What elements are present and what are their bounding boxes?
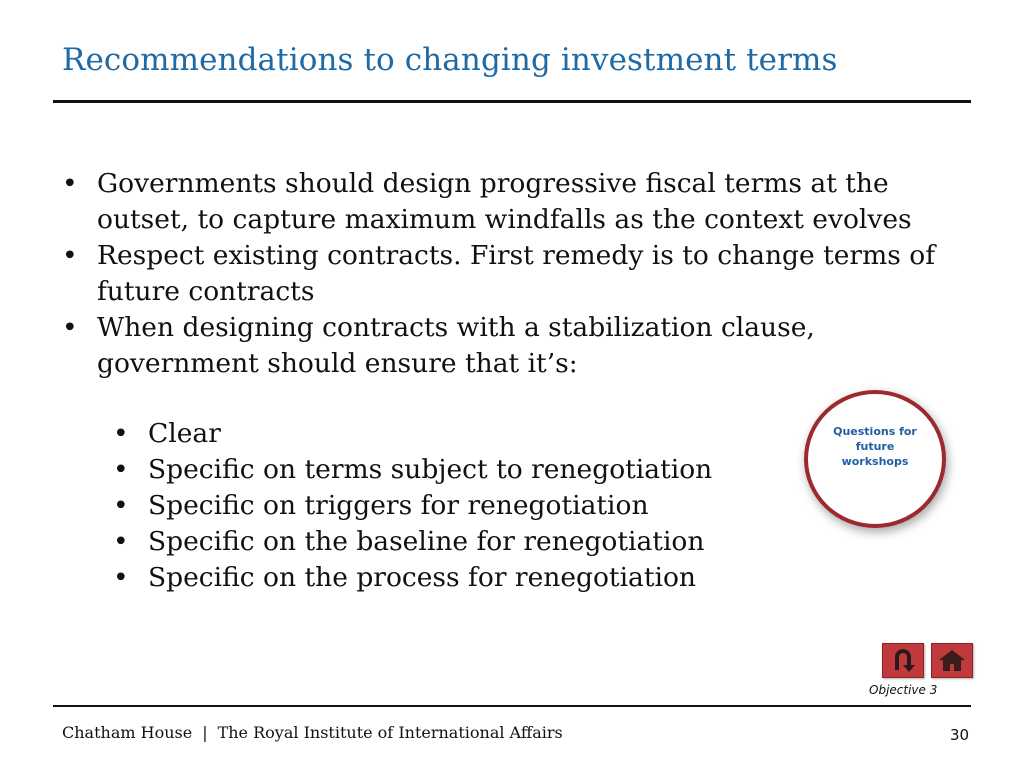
sub-bullet-list	[113, 416, 813, 596]
footer-org: Chatham House	[62, 723, 193, 742]
footer-tagline: The Royal Institute of International Affairs	[217, 723, 563, 742]
objective-label: Objective 3	[869, 683, 938, 697]
questions-callout[interactable]	[804, 390, 946, 528]
footer-divider	[53, 705, 971, 707]
footer	[62, 723, 563, 742]
bullet-item: • When designing contracts with a stabilization clause, government should ensure that it’s:	[62, 310, 972, 382]
questions-callout-label[interactable]: Questions for future workshops	[833, 424, 917, 468]
home-button[interactable]	[931, 643, 973, 678]
sub-bullet-item: • Specific on the baseline for renegotiation	[113, 524, 813, 560]
page-number: 30	[950, 726, 970, 744]
bullet-item: • Governments should design progressive fiscal terms at the outset, to capture maximum windfalls as the context evolves	[62, 166, 972, 238]
bullet-item: • Respect existing contracts. First remedy is to change terms of future contracts	[62, 238, 972, 310]
footer-separator: |	[202, 723, 208, 742]
home-icon	[932, 644, 972, 677]
sub-bullet-item: • Specific on terms subject to renegotiation	[113, 452, 813, 488]
back-button[interactable]	[882, 643, 924, 678]
u-turn-back-icon	[883, 644, 923, 677]
sub-bullet-item: • Specific on triggers for renegotiation	[113, 488, 813, 524]
main-bullet-list	[62, 166, 972, 382]
title-divider	[53, 100, 971, 103]
sub-bullet-item: • Specific on the process for renegotiation	[113, 560, 813, 596]
slide-title: Recommendations to changing investment terms	[62, 42, 838, 78]
sub-bullet-item: • Clear	[113, 416, 813, 452]
